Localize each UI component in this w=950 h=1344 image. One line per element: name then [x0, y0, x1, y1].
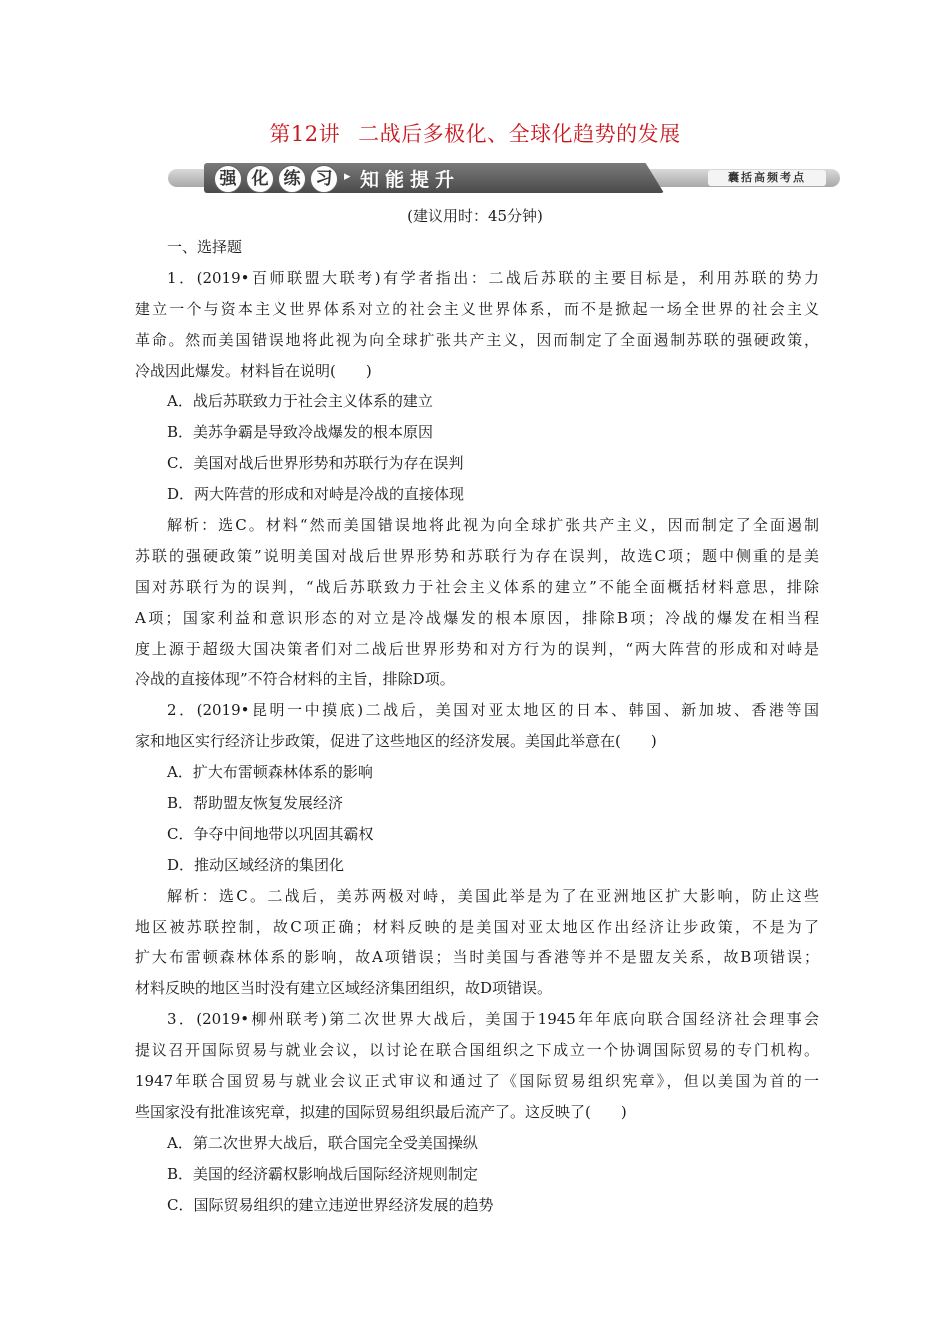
text-line: B．美苏争霸是导致冷战爆发的根本原因 [167, 423, 434, 442]
text-line: 建立一个与资本主义世界体系对立的社会主义世界体系，而不是掀起一场全世界的社会主义 [135, 299, 819, 318]
text-line: A．第二次世界大战后，联合国完全受美国操纵 [167, 1133, 478, 1152]
text-line: 冷战的直接体现”不符合材料的主旨，排除D项。 [135, 670, 455, 689]
text-line: 扩大布雷顿森林体系的影响，故A项错误；当时美国与香港等并不是盟友关系，故B项错误； [135, 948, 819, 967]
text-line: B．帮助盟友恢复发展经济 [167, 794, 344, 813]
banner-chip: 化 [246, 165, 274, 193]
banner-chip: 强 [214, 165, 242, 193]
text-line: 2．(2019•昆明一中摸底)二战后，美国对亚太地区的日本、韩国、新加坡、香港等国 [167, 701, 819, 720]
text-line: D．两大阵营的形成和对峙是冷战的直接体现 [167, 485, 465, 504]
text-line: C．美国对战后世界形势和苏联行为存在误判 [167, 454, 464, 473]
text-line: C．争夺中间地带以巩固其霸权 [167, 824, 374, 843]
question-content [135, 232, 819, 1221]
text-line: 度上源于超级大国决策者们对二战后世界形势和对方行为的误判，“两大阵营的形成和对峙是 [135, 639, 819, 658]
text-line: A．扩大布雷顿森林体系的影响 [167, 763, 373, 782]
text-line: 家和地区实行经济让步政策，促进了这些地区的经济发展。美国此举意在( ) [135, 732, 657, 751]
text-line: D．推动区域经济的集团化 [167, 855, 345, 874]
text-line: C．国际贸易组织的建立违逆世界经济发展的趋势 [167, 1195, 494, 1214]
text-line: B．美国的经济霸权影响战后国际经济规则制定 [167, 1164, 479, 1183]
text-line: 材料反映的地区当时没有建立区域经济集团组织，故D项错误。 [135, 979, 553, 998]
text-line: 解析：选C。二战后，美苏两极对峙，美国此举是为了在亚洲地区扩大影响，防止这些 [167, 886, 819, 905]
banner-chip: 习 [310, 165, 338, 193]
text-line: 些国家没有批准该宪章，拟建的国际贸易组织最后流产了。这反映了( ) [135, 1102, 627, 1121]
text-line: 国对苏联行为的误判，“战后苏联致力于社会主义体系的建立”不能全面概括材料意思，排除 [135, 577, 819, 596]
text-line: 冷战因此爆发。材料旨在说明( ) [135, 361, 372, 380]
lecture-number: 第12讲 [269, 122, 341, 146]
text-line: 地区被苏联控制，故C项正确；材料反映的是美国对亚太地区作出经济让步政策，不是为了 [135, 917, 819, 936]
banner-tag: 囊括高频考点 [708, 170, 826, 186]
section-banner [168, 162, 840, 192]
banner-arrow-icon: ▸ [344, 169, 351, 184]
page-title [0, 118, 950, 148]
text-line: 解析：选C。材料“然而美国错误地将此视为向全球扩张共产主义，因而制定了全面遏制 [167, 516, 819, 535]
text-line: 1947年联合国贸易与就业会议正式审议和通过了《国际贸易组织宪章》，但以美国为首的一 [135, 1072, 819, 1091]
text-line: 一、选择题 [167, 238, 243, 256]
text-line: 革命。然而美国错误地将此视为向全球扩张共产主义，因而制定了全面遏制苏联的强硬政策， [135, 330, 819, 349]
time-note: (建议用时：45分钟) [407, 207, 543, 225]
text-line: A．战后苏联致力于社会主义体系的建立 [167, 392, 433, 411]
banner-chips [214, 165, 338, 193]
text-line: A项；国家利益和意识形态的对立是冷战爆发的根本原因，排除B项；冷战的爆发在相当程 [135, 608, 819, 627]
text-line: 提议召开国际贸易与就业会议，以讨论在联合国组织之下成立一个协调国际贸易的专门机构。 [135, 1041, 819, 1060]
lecture-title: 二战后多极化、全球化趋势的发展 [358, 122, 681, 146]
banner-chip: 练 [278, 165, 306, 193]
text-line: 苏联的强硬政策”说明美国对战后世界形势和苏联行为存在误判，故选C项；题中侧重的是美 [135, 546, 819, 565]
text-line: 3．(2019•柳州联考)第二次世界大战后，美国于1945年年底向联合国经济社会理事会 [167, 1010, 819, 1029]
banner-subtitle: 知能提升 [360, 169, 461, 191]
text-line: 1．(2019•百师联盟大联考)有学者指出：二战后苏联的主要目标是，利用苏联的势力 [167, 268, 819, 287]
